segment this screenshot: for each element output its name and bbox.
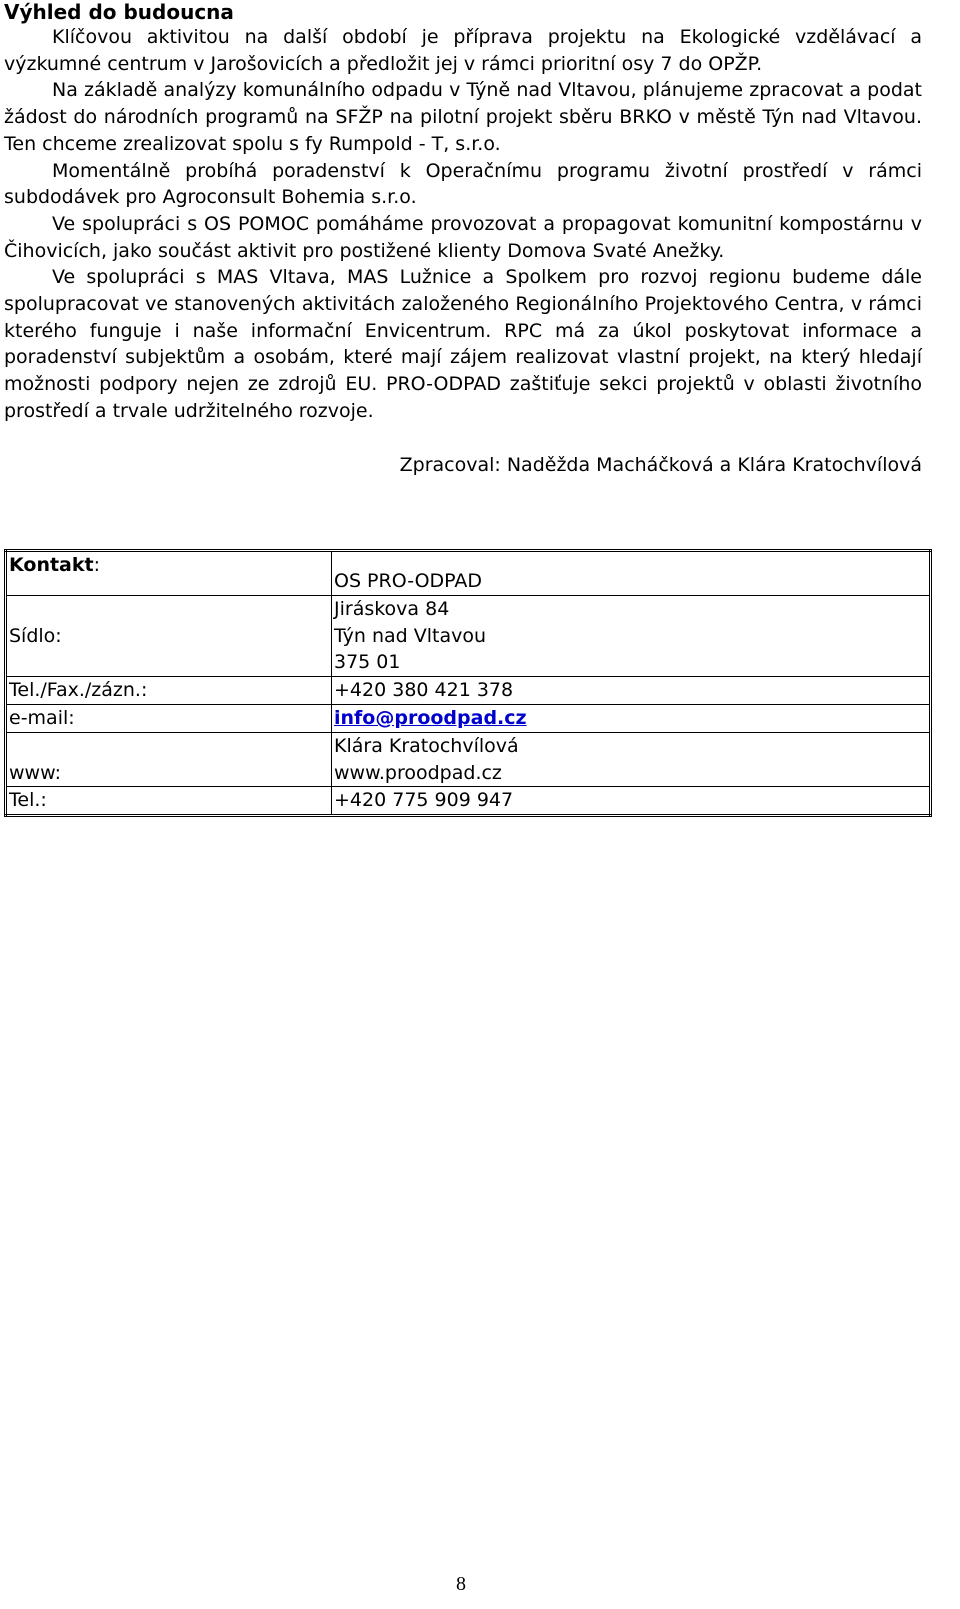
paragraph-poradenstvi: Momentálně probíhá poradenství k Operačnímu programu životní prostředí v rámci subdodávek pro Agroconsult Bohemia s.r.o. bbox=[4, 159, 922, 209]
email-label: e-mail: bbox=[6, 704, 332, 732]
organization-name: OS PRO-ODPAD bbox=[332, 551, 931, 596]
contact-row-email bbox=[6, 704, 931, 732]
contact-person: Klára Kratochvílová bbox=[334, 734, 519, 757]
address-zip: 375 01 bbox=[334, 651, 401, 674]
phone-fax-label: Tel./Fax./zázn.: bbox=[6, 677, 332, 705]
paragraph-brko-projekt: Na základě analýzy komunálního odpadu v Týně nad Vltavou, plánujeme zpracovat a podat žádost do národních programů na SFŽP na pilotní projekt sběru BRKO v městě Týn nad Vltavou. Ten chceme zrealizovat spolu s fy Rumpold - T, s.r.o. bbox=[4, 79, 922, 155]
page-number: 8 bbox=[456, 1573, 466, 1595]
www-value[interactable]: www.proodpad.cz bbox=[334, 761, 502, 784]
phone-fax-value: +420 380 421 378 bbox=[332, 677, 931, 705]
contact-row-tel bbox=[6, 787, 931, 816]
paragraph-rpc: Ve spolupráci s MAS Vltava, MAS Lužnice a Spolkem pro rozvoj regionu budeme dále spolupracovat ve stanovených aktivitách založeného Regionálního Projektového Centra, v rámci kterého funguje i naše informační Envicentrum. RPC má za úkol poskytovat informace a poradenství subjektům a osobám, které mají zájem realizovat vlastní projekt, na který hledají možnosti podpory nejen ze zdrojů EU. PRO-ODPAD zaštiťuje sekci projektů v oblasti životního prostředí a trvale udržitelného rozvoje. bbox=[4, 266, 922, 422]
email-cell bbox=[332, 704, 931, 732]
contact-row-phone-fax bbox=[6, 677, 931, 705]
tel-value: +420 775 909 947 bbox=[332, 787, 931, 816]
address-city: Týn nad Vltavou bbox=[334, 624, 487, 647]
kontakt-label: Kontakt bbox=[9, 554, 94, 576]
tel-label: Tel.: bbox=[6, 787, 332, 816]
email-link[interactable]: info@proodpad.cz bbox=[334, 706, 527, 729]
contact-row-www bbox=[6, 732, 931, 787]
www-label: www: bbox=[6, 732, 332, 787]
contact-row-kontakt bbox=[6, 551, 931, 596]
address-street: Jiráskova 84 bbox=[334, 597, 450, 620]
contact-table bbox=[4, 549, 932, 817]
paragraph-ekologicke-centrum: Klíčovou aktivitou na další období je příprava projektu na Ekologické vzdělávací a výzkumné centrum v Jarošovicích a předložit jej v rámci prioritní osy 7 do OPŽP. bbox=[4, 26, 922, 75]
signature-line: Zpracoval: Naděžda Macháčková a Klára Kratochvílová bbox=[399, 454, 922, 476]
document-page bbox=[4, 0, 922, 812]
www-cell bbox=[332, 732, 931, 787]
contact-row-sidlo bbox=[6, 595, 931, 676]
sidlo-label: Sídlo: bbox=[6, 595, 332, 676]
address-cell bbox=[332, 595, 931, 676]
contact-label-cell bbox=[6, 551, 332, 596]
section-heading: Výhled do budoucna bbox=[4, 0, 234, 24]
paragraph-kompostarna: Ve spolupráci s OS POMOC pomáháme provozovat a propagovat komunitní kompostárnu v Čihovicích, jako součást aktivit pro postižené klienty Domova Svaté Anežky. bbox=[4, 212, 922, 262]
kontakt-colon: : bbox=[93, 554, 100, 576]
